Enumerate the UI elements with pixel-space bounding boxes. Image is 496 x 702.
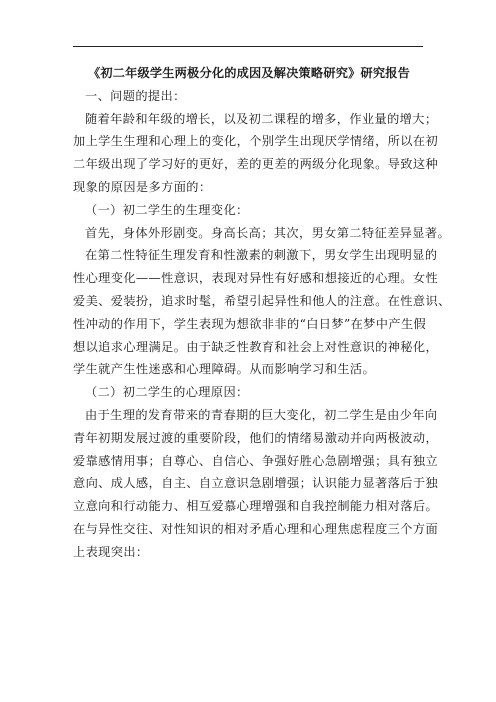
paragraph-line: 上表现突出：	[73, 544, 149, 559]
paragraph-line: 在第二性特征生理发育和性激素的刺激下，男女学生出现明显的	[85, 248, 438, 263]
paragraph-line: 性冲动的作用下，学生表现为想欲非非的“白日梦”在梦中产生假	[73, 316, 427, 331]
paragraph-line: 爱美、爱装扮，追求时髦，希望引起异性和他人的注意。在性意识、	[73, 293, 451, 308]
paragraph-line: 由于生理的发育带来的青春期的巨大变化，初二学生是由少年向	[85, 407, 438, 422]
paragraph-line: 随着年龄和年级的增长，以及初二课程的增多，作业量的增大；	[85, 111, 438, 126]
paragraph-line: 现象的原因是多方面的：	[73, 179, 212, 194]
document-title: 《初二年级学生两极分化的成因及解决策略研究》研究报告	[87, 66, 411, 80]
paragraph-line: 爱靠感情用事；自尊心、自信心、争强好胜心急剧增强；具有独立	[73, 453, 439, 468]
paragraph-line: 学生就产生性迷惑和心理障碍。从而影响学习和生活。	[73, 362, 376, 377]
paragraph-line: 加上学生生理和心理上的变化，个别学生出现厌学情绪，所以在初	[73, 134, 439, 149]
paragraph-line: 性心理变化——性意识，表现对异性有好感和想接近的心理。女性	[73, 271, 439, 286]
paragraph-line: 立意向和行动能力、相互爱慕心理增强和自我控制能力相对落后。	[73, 499, 439, 514]
header-rule	[73, 46, 423, 47]
paragraph-line: 在与异性交往、对性知识的相对矛盾心理和心理焦虑程度三个方面	[73, 521, 439, 536]
paragraph-line: 二年级出现了学习好的更好，差的更差的两级分化现象。导致这种	[73, 157, 439, 172]
subsection-heading-psychology: （二）初二学生的心理原因：	[85, 385, 249, 400]
subsection-heading-physiology: （一）初二学生的生理变化：	[85, 202, 249, 217]
paragraph-line: 意向、成人感，自主、自立意识急剧增强；认识能力显著落后于独	[73, 476, 439, 491]
paragraph-line: 想以追求心理满足。由于缺乏性教育和社会上对性意识的神秘化，	[73, 339, 439, 354]
paragraph-line: 青年初期发展过渡的重要阶段，他们的情绪易激动并向两极波动，	[73, 430, 439, 445]
paragraph-line: 首先，身体外形剧变。身高长高；其次，男女第二特征差异显著。	[85, 225, 451, 240]
document-body	[73, 62, 451, 564]
section-heading-problem: 一、问题的提出：	[85, 88, 186, 103]
